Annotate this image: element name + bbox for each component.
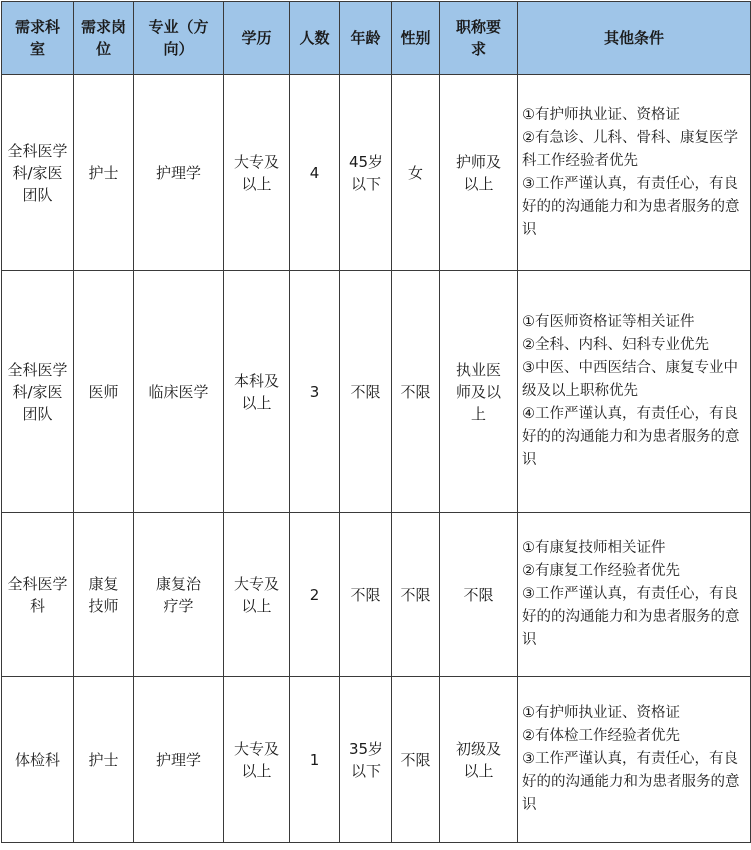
cell-gender: 不限 xyxy=(392,271,440,513)
cell-conditions xyxy=(518,271,751,513)
cell-age: 不限 xyxy=(340,513,392,677)
cell-age: 35岁以下 xyxy=(340,677,392,843)
cell-position: 康复技师 xyxy=(74,513,134,677)
condition-item: ③工作严谨认真，有责任心，有良好的的沟通能力和为患者服务的意识 xyxy=(522,175,740,238)
cell-position: 护士 xyxy=(74,75,134,271)
condition-item: ①有康复技师相关证件 xyxy=(522,540,666,556)
table-header xyxy=(2,2,751,75)
cell-education: 大专及以上 xyxy=(224,75,290,271)
condition-item: ②有康复工作经验者优先 xyxy=(522,563,680,579)
cell-major: 康复治疗学 xyxy=(134,513,224,677)
cell-education: 大专及以上 xyxy=(224,677,290,843)
header-age: 年龄 xyxy=(340,2,392,75)
header-title: 职称要求 xyxy=(440,2,518,75)
cell-major: 护理学 xyxy=(134,75,224,271)
cell-count: 3 xyxy=(290,271,340,513)
cell-gender: 女 xyxy=(392,75,440,271)
cell-conditions xyxy=(518,75,751,271)
condition-item: ①有护师执业证、资格证 xyxy=(522,106,680,123)
condition-item: ②有体检工作经验者优先 xyxy=(522,728,680,744)
condition-item: ③中医、中西医结合、康复专业中级及以上职称优先 xyxy=(522,360,738,399)
header-education: 学历 xyxy=(224,2,290,75)
cell-position: 护士 xyxy=(74,677,134,843)
cell-dept: 体检科 xyxy=(2,677,74,843)
condition-item: ①有医师资格证等相关证件 xyxy=(522,314,695,330)
header-major: 专业（方向） xyxy=(134,2,224,75)
header-count: 人数 xyxy=(290,2,340,75)
condition-item: ③工作严谨认真，有责任心，有良好的的沟通能力和为患者服务的意识 xyxy=(522,586,740,648)
condition-item: ①有护师执业证、资格证 xyxy=(522,705,680,721)
table-row xyxy=(2,513,751,677)
cell-major: 护理学 xyxy=(134,677,224,843)
header-position: 需求岗位 xyxy=(74,2,134,75)
cell-count: 1 xyxy=(290,677,340,843)
cell-dept: 全科医学科/家医团队 xyxy=(2,271,74,513)
cell-count: 2 xyxy=(290,513,340,677)
recruitment-table xyxy=(1,1,751,843)
condition-item: ②全科、内科、妇科专业优先 xyxy=(522,337,709,353)
table-row xyxy=(2,677,751,843)
cell-conditions xyxy=(518,677,751,843)
header-other: 其他条件 xyxy=(518,2,751,75)
cell-title: 初级及以上 xyxy=(440,677,518,843)
cell-title: 护师及以上 xyxy=(440,75,518,271)
cell-conditions xyxy=(518,513,751,677)
cell-gender: 不限 xyxy=(392,513,440,677)
table-body xyxy=(2,75,751,843)
cell-title: 执业医师及以上 xyxy=(440,271,518,513)
cell-gender: 不限 xyxy=(392,677,440,843)
condition-item: ②有急诊、儿科、骨科、康复医学科工作经验者优先 xyxy=(522,129,738,169)
cell-count: 4 xyxy=(290,75,340,271)
header-dept: 需求科室 xyxy=(2,2,74,75)
cell-age: 45岁以下 xyxy=(340,75,392,271)
condition-item: ④工作严谨认真，有责任心，有良好的的沟通能力和为患者服务的意识 xyxy=(522,406,740,468)
table-row xyxy=(2,75,751,271)
cell-dept: 全科医学科/家医团队 xyxy=(2,75,74,271)
cell-education: 大专及以上 xyxy=(224,513,290,677)
header-gender: 性别 xyxy=(392,2,440,75)
cell-title: 不限 xyxy=(440,513,518,677)
cell-position: 医师 xyxy=(74,271,134,513)
cell-age: 不限 xyxy=(340,271,392,513)
condition-item: ③工作严谨认真，有责任心，有良好的的沟通能力和为患者服务的意识 xyxy=(522,751,740,813)
cell-education: 本科及以上 xyxy=(224,271,290,513)
cell-major: 临床医学 xyxy=(134,271,224,513)
table-row xyxy=(2,271,751,513)
cell-dept: 全科医学科 xyxy=(2,513,74,677)
